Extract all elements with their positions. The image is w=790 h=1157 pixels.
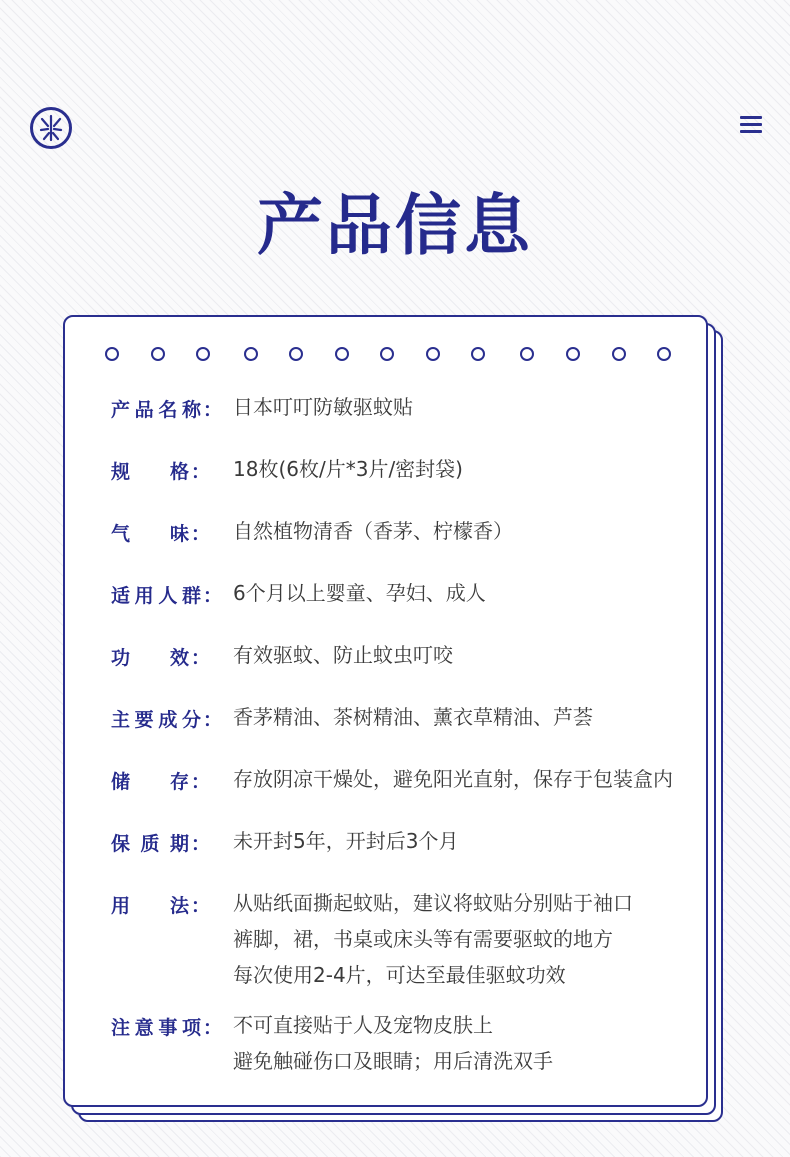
ring-hole [566, 347, 580, 361]
info-label: 注意事项 [111, 1017, 201, 1039]
info-value [233, 1007, 703, 1079]
info-value-line: 不可直接贴于人及宠物皮肤上 [233, 1013, 493, 1037]
info-colon: ： [191, 771, 211, 793]
info-colon: ： [191, 833, 211, 855]
ring-hole [289, 347, 303, 361]
info-value-line: 香茅精油、茶树精油、薰衣草精油、芦荟 [233, 705, 593, 729]
info-value [233, 575, 703, 611]
info-value-line: 避免触碰伤口及眼睛；用后清洗双手 [233, 1049, 553, 1073]
info-value [233, 823, 703, 859]
info-value-line: 自然植物清香（香茅、柠檬香） [233, 519, 513, 543]
info-colon: ： [203, 709, 223, 731]
info-value [233, 885, 703, 993]
ring-hole [105, 347, 119, 361]
info-value-line: 从贴纸面撕起蚊贴，建议将蚊贴分别贴于袖口 [233, 891, 633, 915]
ring-hole [471, 347, 485, 361]
ring-hole [335, 347, 349, 361]
ring-hole [657, 347, 671, 361]
info-label: 保质期 [111, 833, 189, 855]
info-colon: ： [203, 399, 223, 421]
notebook-rings [65, 317, 706, 377]
info-value [233, 513, 703, 549]
mosquito-logo-icon [30, 107, 72, 149]
info-value-line: 未开封5年，开封后3个月 [233, 829, 459, 853]
info-value [233, 699, 703, 735]
product-info-card [63, 315, 708, 1107]
info-colon: ： [191, 523, 211, 545]
info-colon: ： [191, 895, 211, 917]
ring-hole [196, 347, 210, 361]
ring-hole [612, 347, 626, 361]
ring-hole [151, 347, 165, 361]
info-value-line: 有效驱蚊、防止蚊虫叮咬 [233, 643, 453, 667]
ring-hole [244, 347, 258, 361]
ring-hole [380, 347, 394, 361]
info-label: 规格 [111, 461, 189, 483]
hamburger-menu-icon[interactable] [740, 116, 762, 134]
info-label: 功效 [111, 647, 189, 669]
info-label: 储存 [111, 771, 189, 793]
info-value-line: 6个月以上婴童、孕妇、成人 [233, 581, 486, 605]
info-value-line: 18枚(6枚/片*3片/密封袋) [233, 457, 463, 481]
info-colon: ： [203, 1017, 223, 1039]
info-label: 用法 [111, 895, 189, 917]
info-colon: ： [191, 647, 211, 669]
info-value-line: 存放阴凉干燥处，避免阳光直射，保存于包装盒内 [233, 767, 673, 791]
info-label: 适用人群 [111, 585, 201, 607]
info-value [233, 637, 703, 673]
info-colon: ： [203, 585, 223, 607]
info-colon: ： [191, 461, 211, 483]
info-label: 主要成分 [111, 709, 201, 731]
page-title: 产品信息 [257, 187, 533, 264]
info-label: 气味 [111, 523, 189, 545]
info-value-line: 裤脚，裙，书桌或床头等有需要驱蚊的地方 [233, 927, 613, 951]
info-value [233, 761, 703, 797]
info-value [233, 451, 703, 487]
info-value [233, 389, 703, 425]
info-value-line: 每次使用2-4片，可达至最佳驱蚊功效 [233, 963, 566, 987]
ring-hole [426, 347, 440, 361]
ring-hole [520, 347, 534, 361]
info-value-line: 日本叮叮防敏驱蚊贴 [233, 395, 413, 419]
info-label: 产品名称 [111, 399, 201, 421]
